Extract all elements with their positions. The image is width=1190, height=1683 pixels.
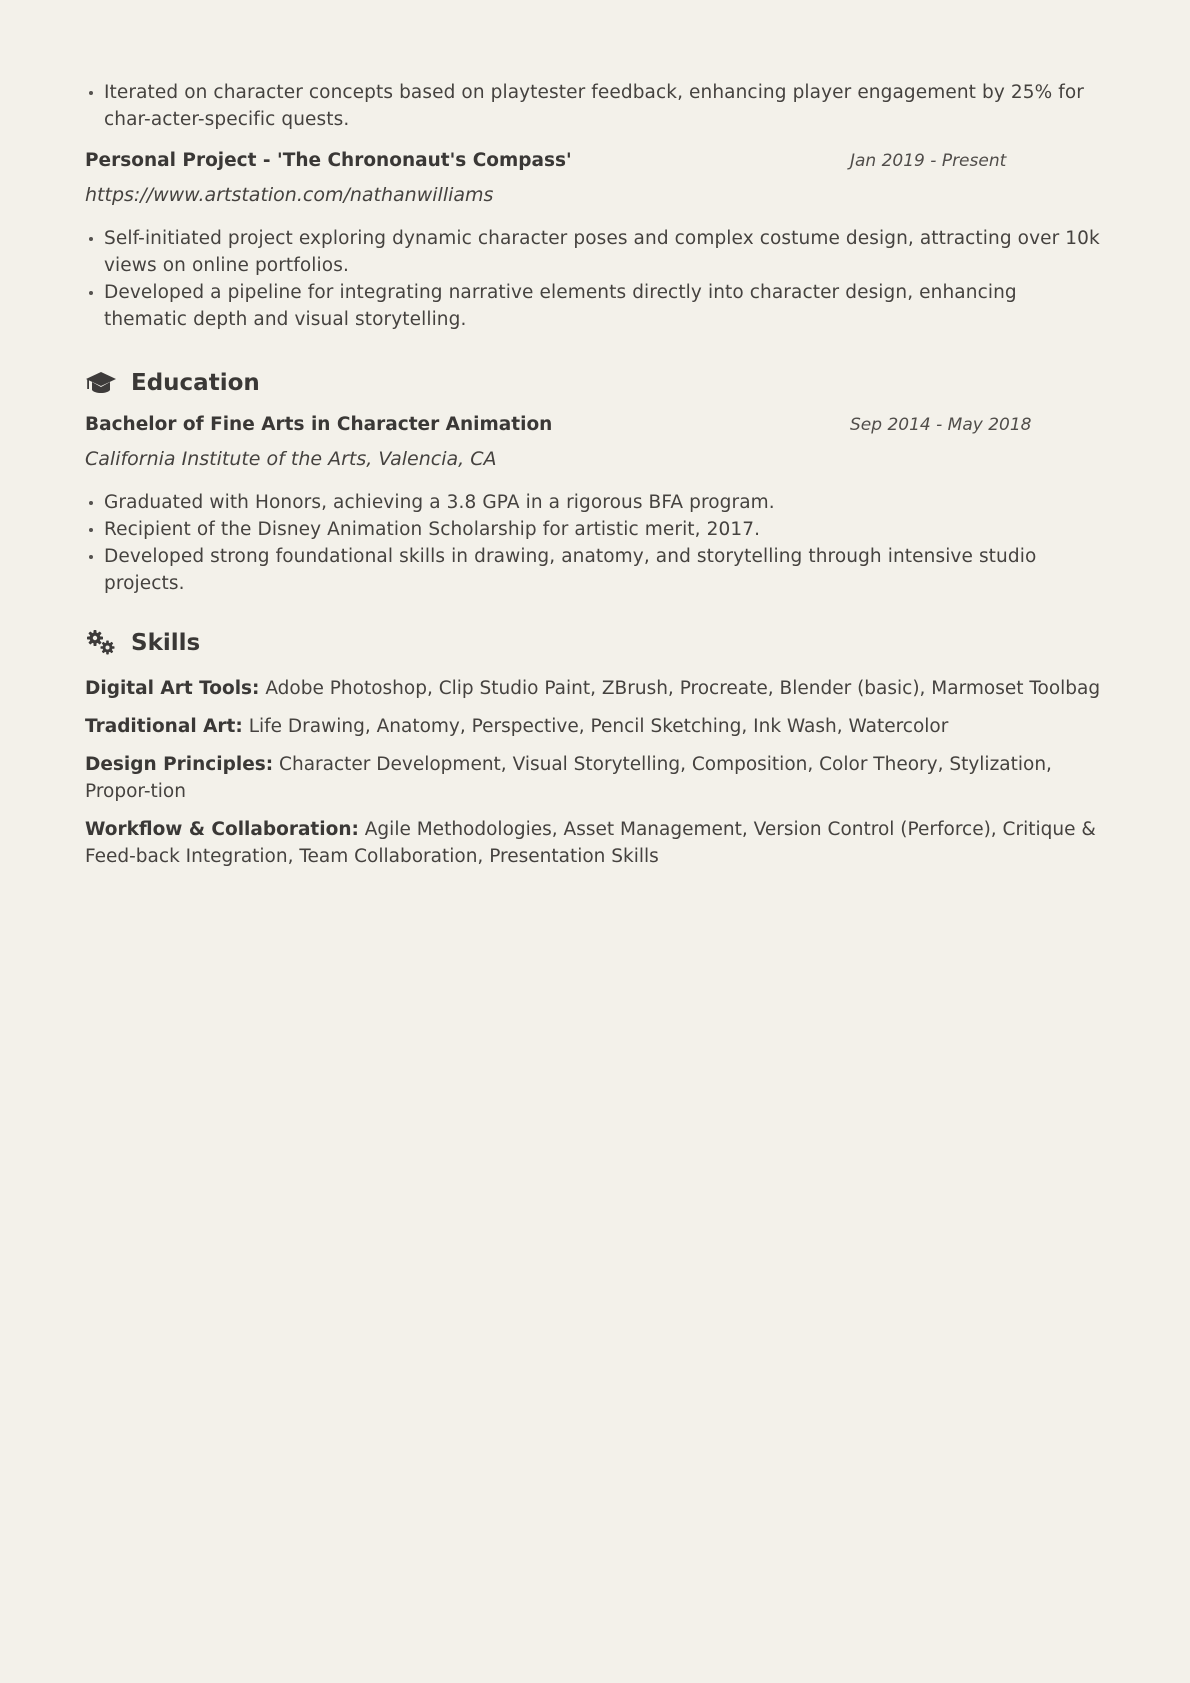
skill-label: Digital Art Tools: (85, 678, 260, 699)
list-item: Recipient of the Disney Animation Scholarship for artistic merit, 2017. (104, 516, 1114, 543)
skill-row (85, 675, 1105, 702)
project-link[interactable]: https://www.artstation.com/nathanwilliams (85, 184, 494, 206)
education-date: Sep 2014 - May 2018 (850, 415, 1032, 435)
project-entry-header (85, 146, 1105, 176)
skill-label: Workflow & Collaboration: (85, 819, 359, 840)
skills-list (85, 675, 1105, 870)
list-item: Graduated with Honors, achieving a 3.8 GPA in a rigorous BFA program. (104, 489, 1114, 516)
education-bullet-list (85, 489, 1114, 597)
list-item: Self-initiated project exploring dynamic character poses and complex costume design, attracting over 10k views on online portfolios. (104, 225, 1104, 279)
list-item: Iterated on character concepts based on playtester feedback, enhancing player engagement by 25% for char-acter-specific quests. (104, 79, 1114, 133)
project-title: Personal Project - 'The Chrononaut's Compass' (85, 150, 572, 171)
education-entry-header (85, 410, 1105, 440)
skill-value: Adobe Photoshop, Clip Studio Paint, ZBrush, Procreate, Blender (basic), Marmoset Toolbag (265, 678, 1101, 699)
skills-section-header (85, 626, 1105, 660)
school-name: California Institute of the Arts, Valencia, CA (85, 448, 497, 470)
list-item: Developed a pipeline for integrating narrative elements directly into character design, enhancing thematic depth and visual storytelling. (104, 279, 1104, 333)
education-heading: Education (131, 370, 260, 396)
gears-icon (85, 629, 117, 657)
skills-heading: Skills (131, 630, 201, 656)
skill-value: Character Development, Visual Storytelling, Composition, Color Theory, Stylization, Propor-tion (85, 754, 1052, 802)
skill-row (85, 816, 1105, 870)
project-bullet-list (85, 225, 1104, 333)
degree-title: Bachelor of Fine Arts in Character Animation (85, 414, 553, 435)
project-date: Jan 2019 - Present (850, 151, 1007, 171)
list-item: Developed strong foundational skills in drawing, anatomy, and storytelling through intensive studio projects. (104, 543, 1114, 597)
skill-row (85, 713, 1105, 740)
education-section-header (85, 366, 1105, 400)
skill-value: Life Drawing, Anatomy, Perspective, Pencil Sketching, Ink Wash, Watercolor (248, 716, 949, 737)
skill-label: Design Principles: (85, 754, 274, 775)
experience-bullet-list (85, 79, 1114, 133)
resume-page (85, 0, 1105, 870)
graduation-cap-icon (85, 369, 117, 397)
skill-row (85, 751, 1105, 805)
skill-value: Agile Methodologies, Asset Management, Version Control (Perforce), Critique & Feed-back Integration, Team Collaboration, Presentation Skills (85, 819, 1096, 867)
skill-label: Traditional Art: (85, 716, 243, 737)
